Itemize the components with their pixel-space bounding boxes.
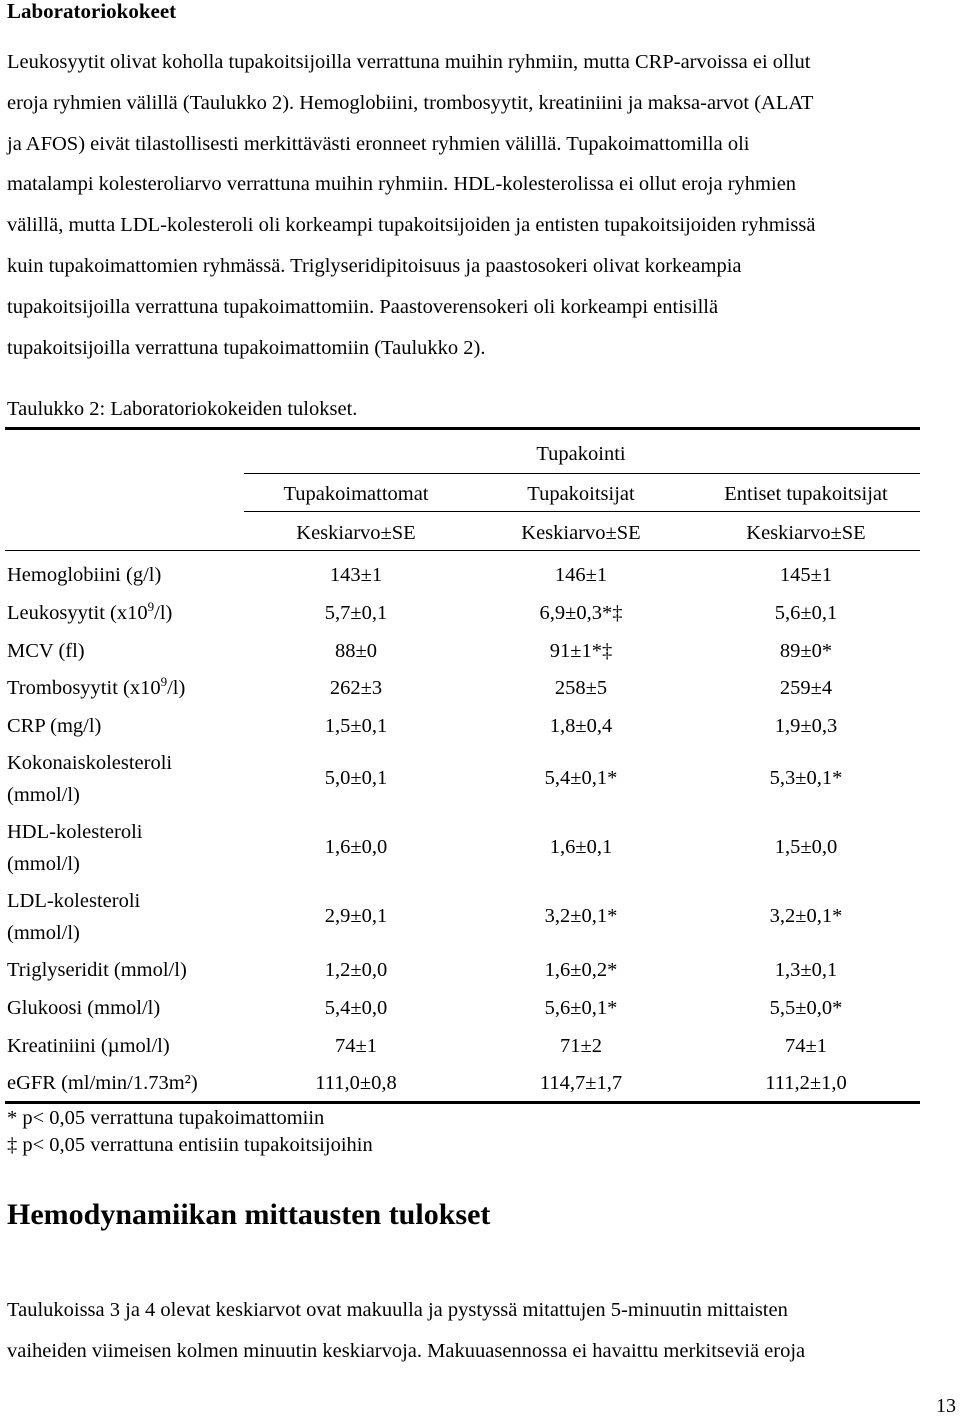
- table-cell: 71±2: [559, 1035, 603, 1057]
- paragraph-line: Leukosyytit olivat koholla tupakoitsijoilla verrattuna muihin ryhmiin, mutta CRP-arvoissa ei ollut: [7, 51, 811, 73]
- table-cell: 1,3±0,1: [774, 959, 838, 981]
- table-caption: Taulukko 2: Laboratoriokokeiden tulokset.: [7, 398, 358, 420]
- table-cell: 259±4: [779, 677, 833, 699]
- row-label: MCV (fl): [7, 640, 85, 662]
- page-number: 13: [936, 1395, 956, 1417]
- paragraph-line: kuin tupakoimattomien ryhmässä. Triglyseridipitoisuus ja paastosokeri olivat korkeampia: [7, 254, 742, 277]
- row-label: Glukoosi (mmol/l): [7, 997, 161, 1019]
- column-header: Tupakoitsijat: [527, 483, 635, 505]
- table-cell: 1,8±0,4: [549, 715, 613, 737]
- row-label-text: /l): [167, 677, 186, 699]
- table-cell: 5,6±0,1*: [544, 997, 618, 1019]
- table-cell: 262±3: [329, 677, 383, 699]
- row-label: Kreatiniini (µmol/l): [7, 1035, 170, 1057]
- row-label-line: LDL-kolesteroli: [7, 890, 141, 912]
- row-label: [7, 597, 172, 629]
- section1-paragraph: [7, 42, 947, 368]
- table-cell: 5,4±0,1*: [544, 767, 618, 789]
- row-label: Triglyseridit (mmol/l): [7, 959, 187, 981]
- table-cell: 258±5: [554, 677, 608, 699]
- table-cell: 5,7±0,1: [324, 602, 388, 624]
- table-footnote: ‡ p< 0,05 verrattuna entisiin tupakoitsijoihin: [7, 1134, 373, 1156]
- table-cell: 1,5±0,1: [324, 715, 388, 737]
- table-cell: 74±1: [784, 1035, 828, 1057]
- table-cell: 111,2±1,0: [765, 1072, 847, 1094]
- column-header: Tupakoimattomat: [283, 483, 429, 505]
- paragraph-line: ja AFOS) eivät tilastollisesti merkittävästi eronneet ryhmien välillä. Tupakoimattomilla oli: [7, 132, 750, 155]
- row-label: [7, 747, 172, 811]
- column-subheader: Keskiarvo±SE: [746, 522, 866, 544]
- table-header-rule: [5, 550, 920, 551]
- section2-paragraph: [7, 1290, 947, 1372]
- section-title-laboratoriokokeet: Laboratoriokokeet: [7, 0, 177, 23]
- table-cell: 5,4±0,0: [324, 997, 388, 1019]
- paragraph-line: eroja ryhmien välillä (Taulukko 2). Hemoglobiini, trombosyytit, kreatiniini ja maksa-arvot (ALAT: [7, 91, 814, 114]
- column-subheader: Keskiarvo±SE: [521, 522, 641, 544]
- paragraph-line: vaiheiden viimeisen kolmen minuutin keskiarvoja. Makuuasennossa ei havaittu merkitseviä eroja: [7, 1339, 806, 1362]
- table-cell: 5,0±0,1: [324, 767, 388, 789]
- table-group-header: Tupakointi: [536, 443, 626, 465]
- table-cell: 1,6±0,0: [324, 836, 388, 858]
- paragraph-line: tupakoitsijoilla verrattuna tupakoimattomiin. Paastoverensokeri oli korkeampi entisillä: [7, 295, 719, 318]
- table-cell: 114,7±1,7: [539, 1072, 623, 1094]
- table-bottom-rule: [5, 1101, 920, 1104]
- table-top-rule: [5, 427, 920, 430]
- row-label-text: Leukosyytit (x10: [7, 602, 148, 624]
- row-label-text: Trombosyytit (x10: [7, 677, 161, 699]
- table-cell: 6,9±0,3*‡: [539, 602, 623, 624]
- paragraph-line: Taulukoissa 3 ja 4 olevat keskiarvot ovat makuulla ja pystyssä mitattujen 5-minuutin mittaisten: [7, 1299, 788, 1321]
- paragraph-line: välillä, mutta LDL-kolesteroli oli korkeampi tupakoitsijoiden ja entisten tupakoitsijoiden ryhmissä: [7, 214, 816, 237]
- table-cell: 145±1: [779, 564, 833, 586]
- row-label-line: (mmol/l): [7, 853, 80, 875]
- table-footnote: * p< 0,05 verrattuna tupakoimattomiin: [7, 1107, 325, 1129]
- table-cell: 143±1: [329, 564, 383, 586]
- row-label: [7, 816, 143, 880]
- table-cell: 5,5±0,0*: [769, 997, 843, 1019]
- table-group-rule: [244, 473, 920, 474]
- row-label: CRP (mg/l): [7, 715, 102, 737]
- table-cell: 3,2±0,1*: [769, 905, 843, 927]
- table-cell: 1,5±0,0: [774, 836, 838, 858]
- table-cell: 88±0: [334, 640, 378, 662]
- table-cell: 91±1*‡: [549, 640, 613, 662]
- row-label: Hemoglobiini (g/l): [7, 564, 162, 586]
- table-cell: 89±0*: [779, 640, 833, 662]
- row-label-text: /l): [154, 602, 173, 624]
- table-cell: 5,3±0,1*: [769, 767, 843, 789]
- table-column-rule: [244, 511, 920, 512]
- table-cell: 5,6±0,1: [774, 602, 838, 624]
- row-label-line: Kokonaiskolesteroli: [7, 752, 173, 774]
- row-label-line: (mmol/l): [7, 784, 80, 806]
- paragraph-line: tupakoitsijoilla verrattuna tupakoimattomiin (Taulukko 2).: [7, 336, 486, 359]
- column-subheader: Keskiarvo±SE: [296, 522, 416, 544]
- row-label-line: (mmol/l): [7, 922, 80, 944]
- table-cell: 1,2±0,0: [324, 959, 388, 981]
- row-label: [7, 885, 140, 949]
- row-label: eGFR (ml/min/1.73m²): [7, 1072, 198, 1094]
- row-label-superscript: 9: [147, 599, 155, 614]
- row-label: [7, 672, 185, 704]
- table-cell: 1,9±0,3: [774, 715, 838, 737]
- table-cell: 111,0±0,8: [315, 1072, 397, 1094]
- table-cell: 74±1: [334, 1035, 378, 1057]
- table-cell: 2,9±0,1: [324, 905, 388, 927]
- table-cell: 1,6±0,2*: [544, 959, 618, 981]
- column-header: Entiset tupakoitsijat: [724, 483, 888, 505]
- row-label-superscript: 9: [160, 674, 168, 689]
- paragraph-line: matalampi kolesteroliarvo verrattuna muihin ryhmiin. HDL-kolesterolissa ei ollut eroja ryhmien: [7, 173, 797, 196]
- table-cell: 146±1: [554, 564, 608, 586]
- row-label-line: HDL-kolesteroli: [7, 821, 143, 843]
- table-cell: 3,2±0,1*: [544, 905, 618, 927]
- table-cell: 1,6±0,1: [549, 836, 613, 858]
- section-title-hemodynamiikka: Hemodynamiikan mittausten tulokset: [7, 1198, 491, 1231]
